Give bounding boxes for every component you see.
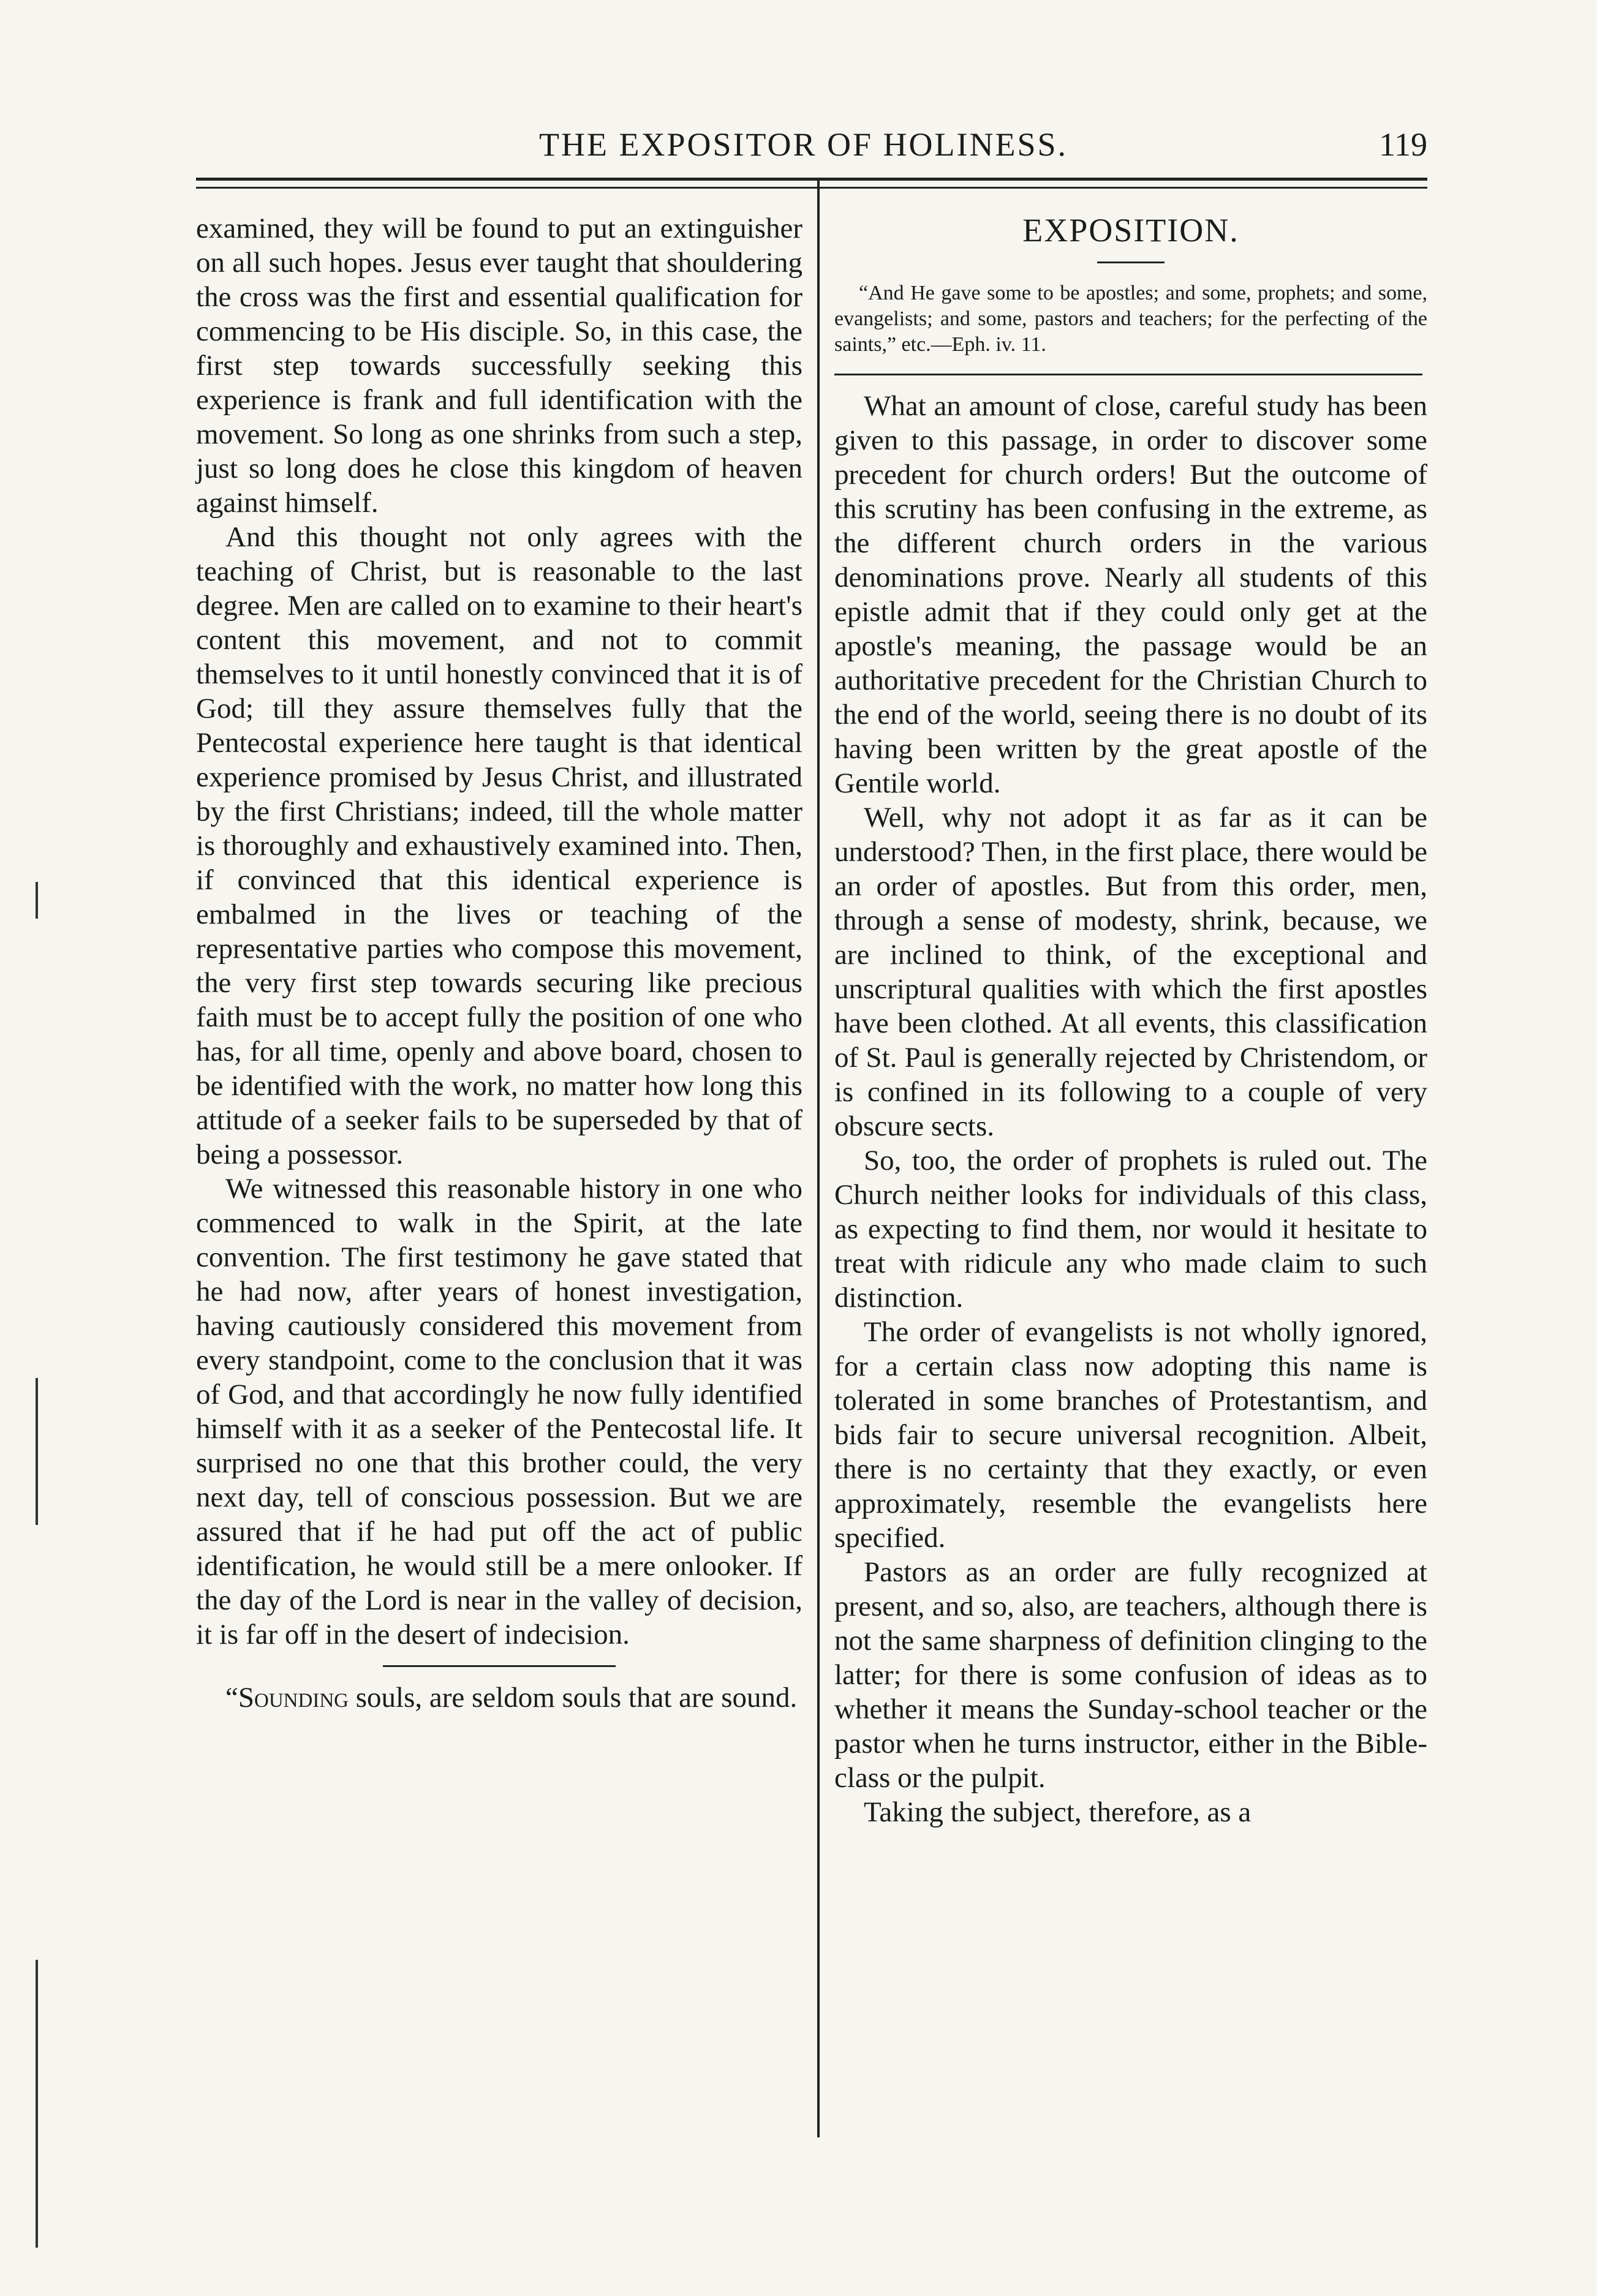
header-rule-top bbox=[196, 178, 1427, 181]
separator-rule bbox=[383, 1665, 616, 1667]
page-header bbox=[196, 126, 1427, 168]
right-paragraph-6: Taking the subject, therefore, as a bbox=[864, 1796, 1252, 1828]
right-paragraph-2: Well, why not adopt it as far as it can be understood? Then, in the first place, there would be an order of apostles. But from this order, men, through a sense of modesty, shrink, because, we are inclined to think, of the exceptional and unscriptural qualities with which the first apostles have been clothed. At all events, this classification of St. Paul is generally rejected by Christendom, or is confined in its following to a couple of very obscure sects. bbox=[834, 802, 1427, 1142]
epigraph-rule bbox=[834, 374, 1422, 375]
right-paragraph-1: What an amount of close, careful study has been given to this passage, in order to discover some precedent for church orders! But the outcome of this scrutiny has been confusing in the extreme, as the different church orders in the various denominations prove. Nearly all students of this epistle admit that if they could only get at the apostle's meaning, the passage would be an authoritative precedent for the Christian Church to the end of the world, seeing there is no doubt of its having been written by the great apostle of the Gentile world. bbox=[834, 390, 1427, 799]
running-title: THE EXPOSITOR OF HOLINESS. bbox=[539, 126, 1068, 163]
header-rule-bottom bbox=[196, 187, 1427, 189]
right-paragraph-5: Pastors as an order are fully recognized at present, and so, also, are teachers, although there is not the same sharpness of definition clinging to the latter; for there is some confusion of ideas as to whether it means the Sunday-school teacher or the pastor when he turns instructor, either in the Bible-class or the pulpit. bbox=[834, 1556, 1427, 1794]
left-paragraph-2: And this thought not only agrees with the teaching of Christ, but is reasonable to the last degree. Men are called on to examine to their heart's content this movement, and not to commit themselves to it until honestly convinced that it is of God; till they assure themselves fully that the Pentecostal experience here taught is that identical experience promised by Jesus Christ, and illustrated by the first Christians; indeed, till the whole matter is thoroughly and exhaustively examined into. Then, if convinced that this identical experience is embalmed in the lives or teaching of the representative parties who compose this movement, the very first step towards securing like precious faith must be to accept fully the position of one who has, for all time, openly and above board, chosen to be identified with the work, no matter how long this attitude of a seeker fails to be superseded by that of being a possessor. bbox=[196, 521, 802, 1170]
closing-quote bbox=[196, 1681, 802, 1715]
left-paragraph-1: examined, they will be found to put an extinguisher on all such hopes. Jesus ever taught that shouldering the cross was the first and essential qualification for commencing to be His disciple. So, in this case, the first step towards successfully seeking this experience is frank and full identification with the movement. So long as one shrinks from such a step, just so long does he close this kingdom of heaven against himself. bbox=[196, 213, 802, 519]
closing-quote-rest: souls, are seldom souls that are sound. bbox=[348, 1682, 798, 1714]
section-title: EXPOSITION. bbox=[1022, 212, 1239, 249]
epigraph: “And He gave some to be apostles; and some, prophets; and some, evangelists; and some, pastors and teachers; for the perfecting of the saints,” etc.—Eph. iv. 11. bbox=[834, 282, 1427, 356]
margin-mark-lower bbox=[36, 1960, 38, 2248]
right-paragraph-4: The order of evangelists is not wholly ignored, for a certain class now adopting this name is tolerated in some branches of Protestantism, and bids fair to secure universal recognition. Albeit, there is no certainty that they exactly, or even approximately, resemble the evangelists here specified. bbox=[834, 1316, 1427, 1554]
left-column bbox=[196, 211, 802, 1715]
right-paragraph-3: So, too, the order of prophets is ruled out. The Church neither looks for individuals of this class, as expecting to find them, nor would it hesitate to treat with ridicule any who made claim to such distinction. bbox=[834, 1145, 1427, 1314]
right-column bbox=[834, 211, 1427, 1829]
title-rule bbox=[1097, 262, 1165, 263]
column-divider bbox=[817, 178, 820, 2137]
left-paragraph-3: We witnessed this reasonable history in one who commenced to walk in the Spirit, at the late convention. The first testimony he gave stated that he had now, after years of honest investigation, having cautiously considered this movement from every standpoint, come to the conclusion that it was of God, and that accordingly he now fully identified himself with it as a seeker of the Pentecostal life. It surprised no one that this brother could, the very next day, tell of conscious possession. But we are assured that if he had put off the act of public identification, he would still be a mere onlooker. If the day of the Lord is near in the valley of decision, it is far off in the desert of indecision. bbox=[196, 1173, 802, 1650]
margin-mark-upper bbox=[36, 882, 38, 919]
margin-mark-middle bbox=[36, 1378, 38, 1525]
page-number: 119 bbox=[1379, 126, 1427, 163]
closing-quote-lead: “Sounding bbox=[225, 1682, 349, 1714]
